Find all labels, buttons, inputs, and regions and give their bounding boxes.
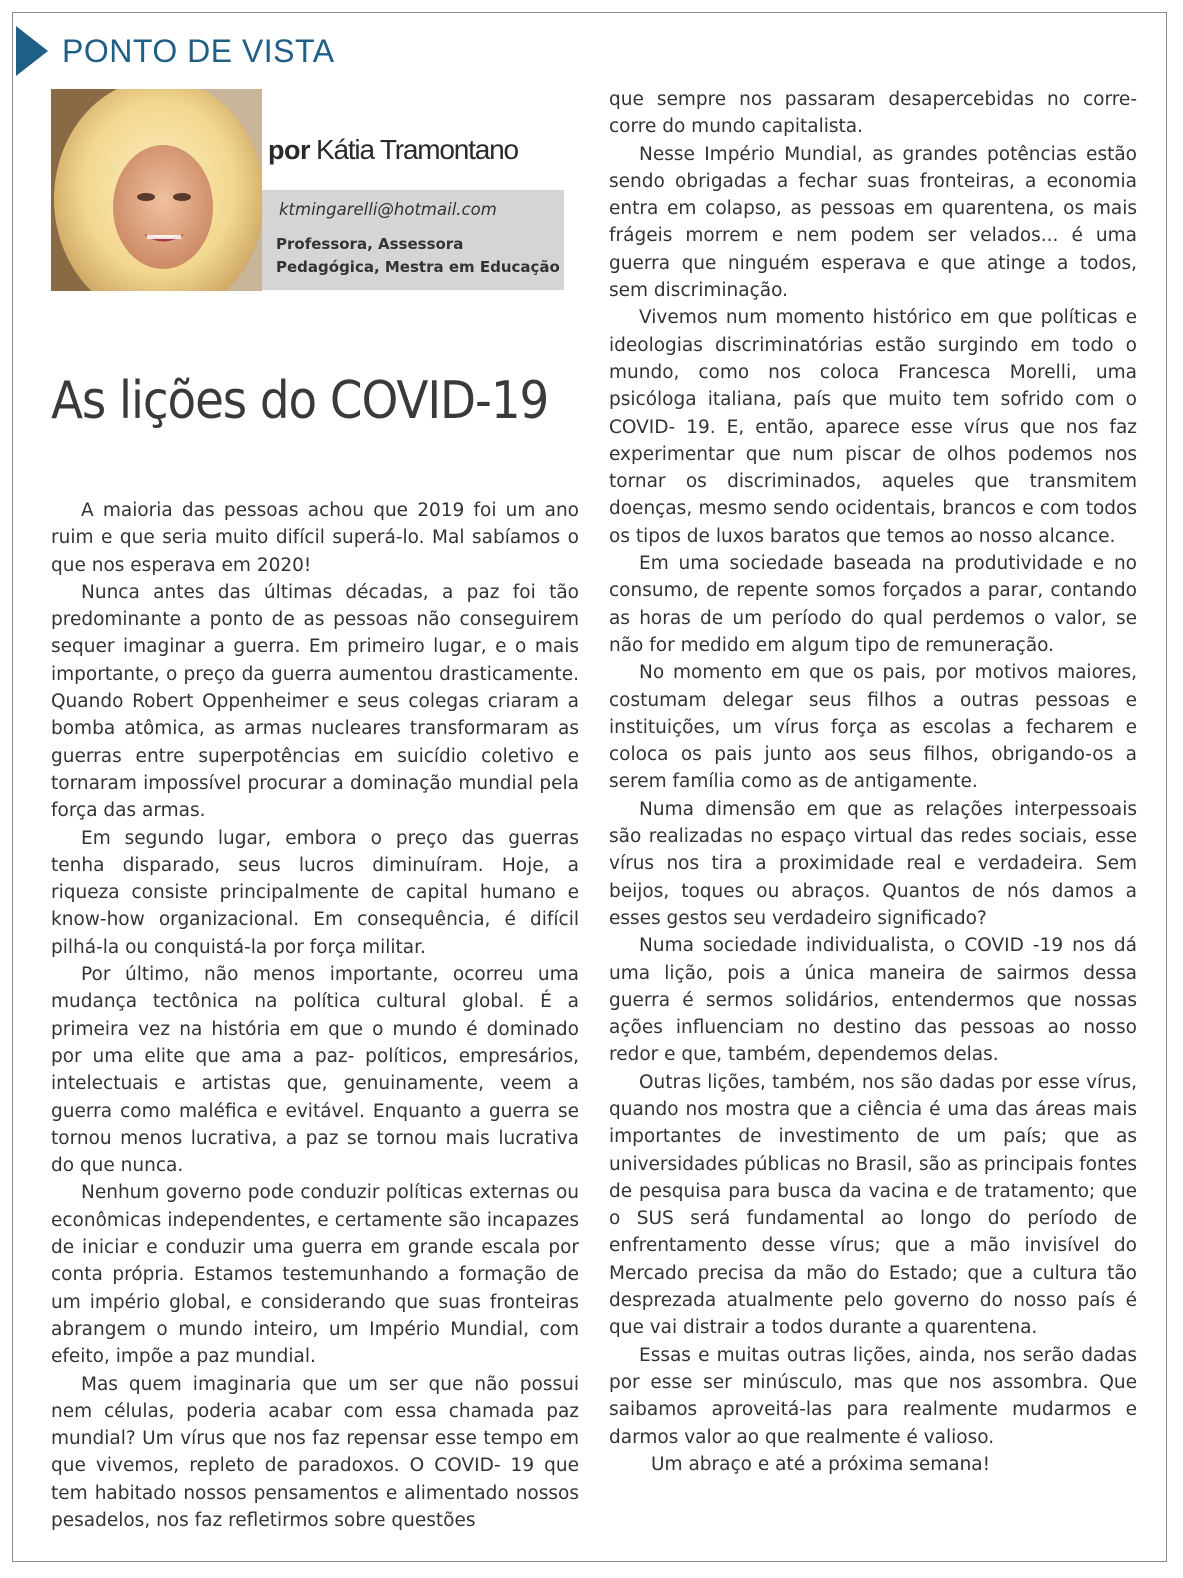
byline-prefix: por [268,135,310,165]
paragraph: Nunca antes das últimas décadas, a paz foi tão predominante a ponto de as pessoas não conseguirem sequer imaginar a guerra. Em primeiro lugar, e o mais importante, o preço da guerra aumentou drasticamente. Quando Robert Oppenheimer e seus colegas criaram a bomba atômica, as armas nucleares transformaram as guerras entre superpotências em suicídio coletivo e tornaram impossível procurar a dominação mundial pela força das armas. [51,581,579,822]
author-role: Professora, Assessora Pedagógica, Mestra em Educação [276,235,560,276]
paragraph: Vivemos num momento histórico em que políticas e ideologias discriminatórias estão surgindo em todo o mundo, como nos coloca Francesca Morelli, uma psicóloga italiana, país que muito tem sofrido com o COVID- 19. E, então, aparece esse vírus que nos faz experimentar que num piscar de olhos podemos nos tornar os discriminados, aqueles que transmitem doenças, mesmo sendo ocidentais, brancos e com todos os tipos de luxos baratos que temos ao nosso alcance. [609,307,1137,547]
paragraph: Nesse Império Mundial, as grandes potências estão sendo obrigadas a fechar suas fronteiras, a economia entra em colapso, as pessoas em quarentena, os mais frágeis morrem e nem podem ser velados... é uma guerra que ninguém esperava e que atinge a todos, sem discriminação. [609,143,1137,302]
paragraph: Nenhum governo pode conduzir políticas externas ou econômicas independentes, e certamente são incapazes de iniciar e conduzir uma guerra em grande escala por conta própria. Estamos testemunhando a formação de um império global, e considerando que suas fronteiras abrangem o mundo inteiro, um Império Mundial, com efeito, impõe a paz mundial. [51,1182,579,1368]
paragraph: Mas quem imaginaria que um ser que não possui nem células, poderia acabar com essa chamada paz mundial? Um vírus que nos faz repensar esse tempo em que vivemos, repleto de paradoxos. O COVID- 19 que tem habitado nossos pensamentos e alimentado nossos pesadelos, nos faz refletirmos sobre questões [51,1373,579,1531]
author-byline [268,134,518,166]
paragraph: Numa sociedade individualista, o COVID -19 nos dá uma lição, pois a única maneira de sairmos dessa guerra é sermos solidários, entendermos que nossas ações influenciam no destino das pessoas ao nosso redor e que, também, dependemos delas. [609,935,1137,1066]
paragraph: Numa dimensão em que as relações interpessoais são realizadas no espaço virtual das redes sociais, esse vírus nos tira a proximidade real e verdadeira. Sem beijos, toques ou abraços. Quantos de nós damos a esses gestos seu verdadeiro significado? [609,798,1137,929]
section-arrow-icon [16,26,48,76]
author-name: Kátia Tramontano [316,134,518,165]
paragraph: Outras lições, também, nos são dadas por esse vírus, quando nos mostra que a ciência é uma das áreas mais importantes de investimento de um país; que as universidades públicas no Brasil, são as principais fontes de pesquisa para busca da vacina e de tratamento; que o SUS será fundamental ao longo do período de enfrentamento desse vírus; que a mão invisível do Mercado precisa da mão do Estado; que a cultura tão desprezada atualmente pelo governo do nosso país é que vai distrair a todos durante a quarentena. [609,1071,1137,1339]
paragraph: Por último, não menos importante, ocorreu uma mudança tectônica na política cultural global. É a primeira vez na história em que o mundo é dominado por uma elite que ama a paz- políticos, empresários, intelectuais e artistas que, genuinamente, veem a guerra como maléfica e evitável. Enquanto a guerra se tornou menos lucrativa, a paz se tornou mais lucrativa do que nunca. [51,964,579,1177]
author-portrait-icon [51,89,262,291]
author-photo [51,89,262,291]
paragraph-continuation: que sempre nos passaram desapercebidas no corre-corre do mundo capitalista. [609,89,1137,138]
author-info-box [262,190,564,290]
article-headline: As lições do COVID-19 [51,371,549,431]
paragraph: Em uma sociedade baseada na produtividade e no consumo, de repente somos forçados a parar, contando as horas de um período do qual perdemos o valor, se não for medido em algum tipo de remuneração. [609,553,1137,656]
paragraph: Essas e muitas outras lições, ainda, nos serão dadas por esse ser minúsculo, mas que nos assombra. Que saibamos aproveitá-las para realmente mudarmos e darmos valor ao que realmente é valioso. [609,1344,1137,1448]
article-signoff: Um abraço e até a próxima semana! [651,1453,991,1475]
paragraph: A maioria das pessoas achou que 2019 foi um ano ruim e que seria muito difícil superá-lo. Mal sabíamos o que nos esperava em 2020! [51,500,579,576]
article-column-right [609,86,1137,1478]
paragraph: No momento em que os pais, por motivos maiores, costumam delegar seus filhos a outras pessoas e instituições, um vírus força as escolas a fecharem e coloca os pais junto aos seus filhos, obrigando-os a serem família como as de antigamente. [609,662,1137,793]
author-email: ktmingarelli@hotmail.com [279,200,497,219]
paragraph: Em segundo lugar, embora o preço das guerras tenha disparado, seus lucros diminuíram. Hoje, a riqueza consiste principalmente de capital humano e know-how organizacional. Em consequência, é difícil pilhá-la ou conquistá-la por força militar. [51,827,579,958]
article-column-left [51,497,579,1534]
section-title: PONTO DE VISTA [62,33,335,69]
